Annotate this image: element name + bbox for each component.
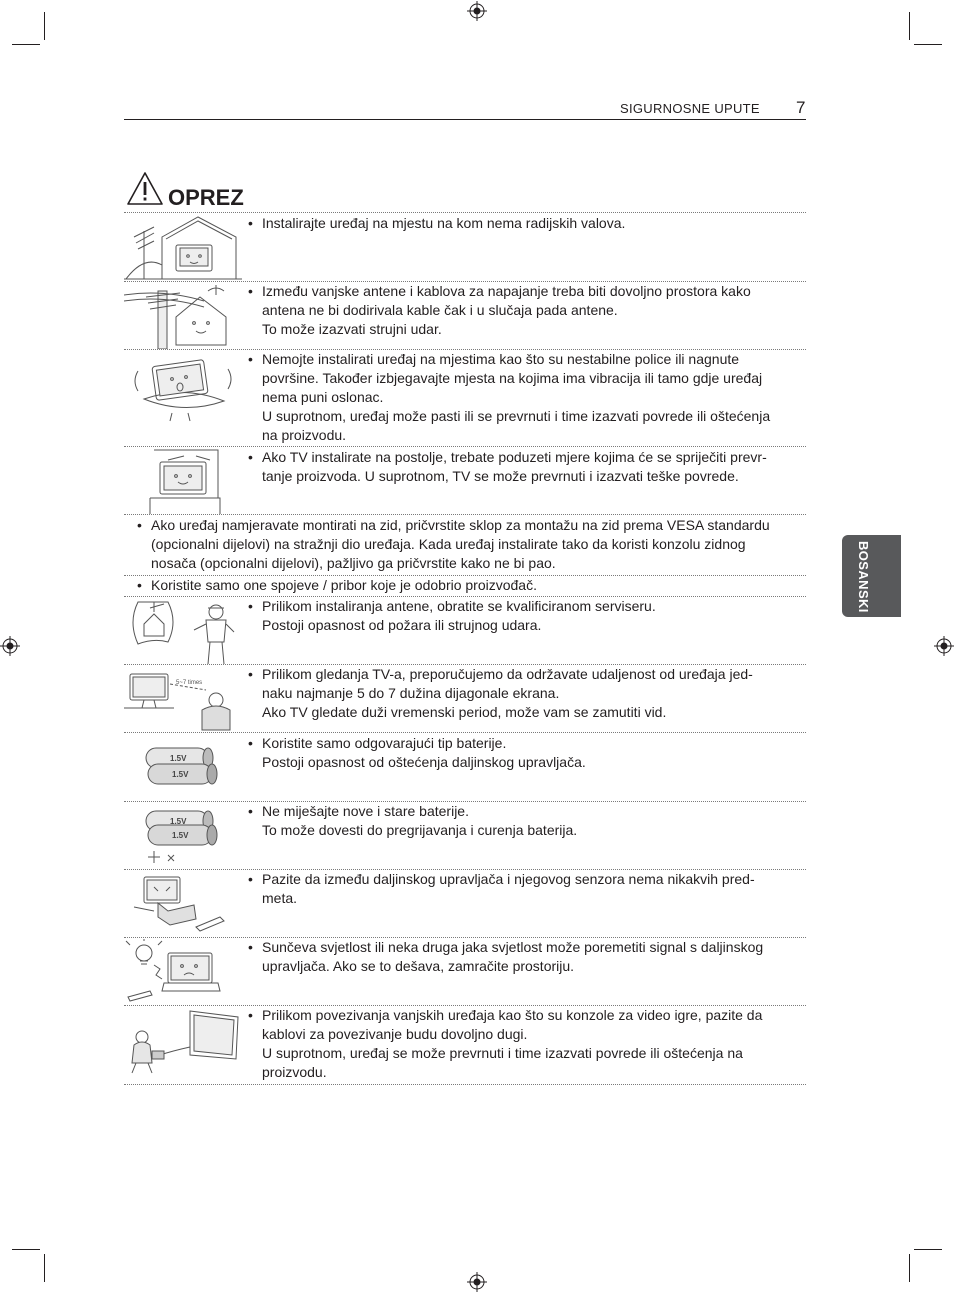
item-text	[248, 734, 796, 772]
warning-triangle-icon	[126, 171, 164, 207]
text-line: To može izazvati strujni udar.	[262, 321, 442, 337]
item-text	[248, 1006, 796, 1082]
remote-obstacle-illustration	[124, 871, 242, 935]
text-line: To može dovesti do pregrijavanja i curenja baterija.	[262, 822, 578, 838]
text-line: proizvodu.	[262, 1064, 327, 1080]
registration-mark-icon	[467, 1272, 487, 1292]
item-text	[248, 350, 796, 445]
text-line: U suprotnom, uređaj se može prevrnuti i time izazvati povrede ili oštećenja na	[262, 1045, 743, 1061]
text-line: Između vanjske antene i kablova za napajanje treba biti dovoljno prostora kako	[262, 283, 751, 299]
text-line: Postoji opasnost od požara ili strujnog udara.	[262, 617, 542, 633]
distance-label: 5~7 times	[176, 680, 203, 686]
registration-mark-icon	[0, 636, 20, 656]
list-item	[248, 665, 796, 722]
text-line: upravljača. Ako se to dešava, zamračite prostoriju.	[262, 958, 575, 974]
text-line: Pazite da između daljinskog upravljača i njegovog senzora nema nikakvih pred-	[262, 871, 755, 887]
item-text	[137, 576, 797, 595]
crop-mark	[12, 44, 40, 45]
row-divider	[124, 446, 806, 447]
bullet: •	[248, 215, 253, 231]
list-item	[248, 214, 796, 233]
bullet: •	[248, 283, 253, 299]
text-line: Koristite samo one spojeve / pribor koje je odobrio proizvođač.	[151, 577, 537, 593]
list-item	[137, 576, 797, 595]
unstable-shelf-illustration	[124, 351, 242, 423]
list-item	[248, 448, 796, 486]
crop-mark	[914, 1249, 942, 1250]
text-line: Prilikom instaliranja antene, obratite se kvalificiranom serviseru.	[262, 598, 656, 614]
technician-illustration	[124, 598, 242, 664]
crop-mark	[909, 12, 910, 40]
item-text	[248, 448, 796, 486]
bright-light-illustration	[124, 939, 242, 1003]
text-line: površine. Također izbjegavajte mjesta na kojima ima vibracija ili tamo gdje uređaj	[262, 370, 763, 386]
list-item	[248, 1006, 796, 1082]
item-text	[248, 214, 796, 233]
text-line: kablovi za povezivanje budu dovoljno dugi.	[262, 1026, 528, 1042]
bullet: •	[248, 1007, 253, 1023]
list-item	[137, 516, 797, 573]
text-line: Ako uređaj namjeravate montirati na zid, pričvrstite sklop za montažu na zid prema VESA standardu	[151, 517, 770, 533]
crop-mark	[909, 1254, 910, 1282]
battery-label: 1.5V	[170, 754, 187, 763]
item-text	[248, 870, 796, 908]
tv-on-stand-illustration	[124, 448, 242, 514]
text-line: Postoji opasnost od oštećenja daljinskog upravljača.	[262, 754, 586, 770]
list-item	[248, 870, 796, 908]
item-text	[248, 802, 796, 840]
item-text	[248, 938, 796, 976]
text-line: na proizvodu.	[262, 427, 347, 443]
row-divider	[124, 732, 806, 733]
bullet: •	[248, 871, 253, 887]
list-item	[248, 802, 796, 840]
game-console-cable-illustration	[124, 1007, 242, 1081]
bullet: •	[248, 598, 253, 614]
text-line: (opcionalni dijelovi) na stražnji dio uređaja. Kada uređaj instalirate tako da koristi konzolu zidnog	[151, 536, 746, 552]
battery-label: 1.5V	[170, 817, 187, 826]
antenna-power-line-illustration	[124, 283, 242, 349]
bullet: •	[248, 939, 253, 955]
header-rule	[124, 119, 806, 120]
text-line: naku najmanje 5 do 7 dužina dijagonale ekrana.	[262, 685, 560, 701]
text-line: Koristite samo odgovarajući tip baterije.	[262, 735, 507, 751]
crop-mark	[44, 12, 45, 40]
item-text	[248, 597, 796, 635]
language-tab-label: BOSANSKI	[856, 541, 871, 613]
registration-mark-icon	[934, 636, 954, 656]
battery-label: 1.5V	[172, 770, 189, 779]
text-line: Nemojte instalirati uređaj na mjestima kao što su nestabilne police ili nagnute	[262, 351, 740, 367]
bullet: •	[137, 577, 142, 593]
battery-label: 1.5V	[172, 831, 189, 840]
viewing-distance-illustration	[124, 666, 242, 732]
row-divider	[124, 1084, 806, 1085]
text-line: tanje proizvoda. U suprotnom, TV se može prevrnuti i izazvati teške povrede.	[262, 468, 739, 484]
registration-mark-icon	[467, 1, 487, 21]
text-line: U suprotnom, uređaj može pasti ili se prevrnuti i time izazvati povrede ili oštećenja	[262, 408, 771, 424]
crop-mark	[12, 1249, 40, 1250]
crop-mark	[44, 1254, 45, 1282]
bullet: •	[248, 449, 253, 465]
text-line: Ako TV gledate duži vremenski period, može vam se zamutiti vid.	[262, 704, 667, 720]
language-tab	[842, 535, 901, 617]
row-divider	[124, 514, 806, 515]
text-line: Ne miješajte nove i stare baterije.	[262, 803, 469, 819]
text-line: Sunčeva svjetlost ili neka druga jaka svjetlost može poremetiti signal s daljinskog	[262, 939, 764, 955]
text-line: meta.	[262, 890, 298, 906]
list-item	[248, 597, 796, 635]
mixed-batteries-illustration	[124, 803, 242, 867]
list-item	[248, 282, 796, 339]
warning-title: OPREZ	[168, 185, 244, 210]
bullet: •	[248, 803, 253, 819]
text-line: nema puni oslonac.	[262, 389, 384, 405]
page-number: 7	[796, 98, 806, 117]
text-line: nosača (opcionalni dijelovi), pažljivo ga pričvrstite kako ne bi pao.	[151, 555, 556, 571]
running-header: SIGURNOSNE UPUTE	[620, 101, 760, 116]
text-line: Ako TV instalirate na postolje, trebate poduzeti mjere kojima će se spriječiti prevr-	[262, 449, 767, 465]
bullet: •	[248, 666, 253, 682]
bullet: •	[248, 351, 253, 367]
bullet: •	[248, 735, 253, 751]
list-item	[248, 938, 796, 976]
item-text	[248, 665, 796, 722]
text-line: antena ne bi dodirivala kable čak i u slučaja pada antene.	[262, 302, 618, 318]
text-line: Instalirajte uređaj na mjestu na kom nema radijskih valova.	[262, 215, 626, 231]
text-line: Prilikom povezivanja vanjskih uređaja kao što su konzole za video igre, pazite da	[262, 1007, 763, 1023]
item-text	[248, 282, 796, 339]
list-item	[248, 734, 796, 772]
crop-mark	[914, 44, 942, 45]
text-line: Prilikom gledanja TV-a, preporučujemo da održavate udaljenost od uređaja jed-	[262, 666, 753, 682]
row-divider	[124, 212, 806, 213]
house-antenna-illustration	[124, 215, 242, 281]
list-item	[248, 350, 796, 445]
item-text	[137, 516, 797, 573]
bullet: •	[137, 517, 142, 533]
batteries-illustration	[124, 736, 242, 798]
